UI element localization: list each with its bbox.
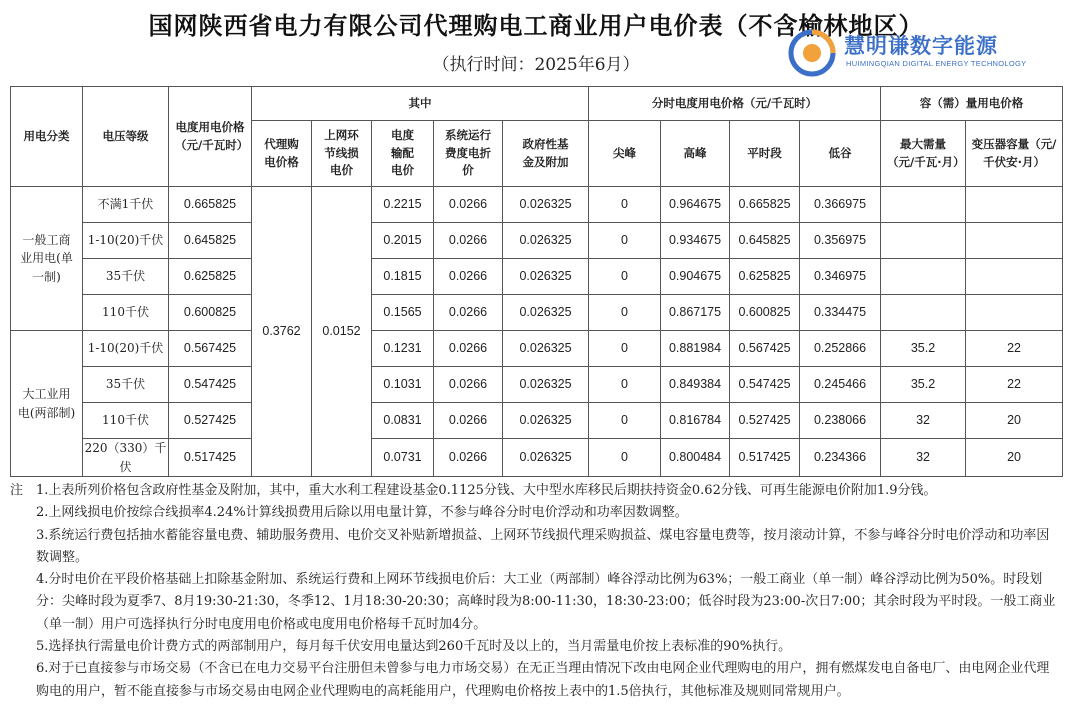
peak-cell: 0.800484: [661, 439, 730, 477]
header-capacity: 容（需）量用电价格: [881, 87, 1063, 121]
demand-cell: 32: [881, 439, 966, 477]
transformer-cell: [966, 223, 1063, 259]
flat-cell: 0.600825: [730, 295, 800, 331]
header-voltage: 电压等级: [83, 87, 169, 187]
sharp-cell: 0: [589, 223, 661, 259]
transmission-cell: 0.1231: [372, 331, 434, 367]
note-item: 3.系统运行费包括抽水蓄能容量电费、辅助服务费用、电价交叉补贴新增损益、上网环节线损代理采购损益、煤电容量电费等，按月滚动计算，不参与峰谷分时电价浮动和功率因数调整。: [36, 527, 1050, 565]
valley-cell: 0.346975: [800, 259, 881, 295]
voltage-cell: 1-10(20)千伏: [83, 331, 169, 367]
fund-cell: 0.026325: [503, 223, 589, 259]
price-cell: 0.567425: [169, 331, 252, 367]
system-cell: 0.0266: [434, 403, 503, 439]
note-item: 注 1.上表所列价格包含政府性基金及附加，其中，重大水利工程建设基金0.1125分钱、大中型水库移民后期扶持资金0.62分钱、可再生能源电价附加1.9分钱。: [10, 483, 937, 498]
peak-cell: 0.816784: [661, 403, 730, 439]
peak-cell: 0.867175: [661, 295, 730, 331]
flat-cell: 0.567425: [730, 331, 800, 367]
header-max-demand: 最大需量（元/千瓦·月）: [881, 121, 966, 187]
header-valley: 低谷: [800, 121, 881, 187]
header-fund: 政府性基金及附加: [503, 121, 589, 187]
category-cell: 大工业用电(两部制): [11, 331, 83, 477]
price-cell: 0.645825: [169, 223, 252, 259]
table-row: [11, 259, 1063, 295]
notes-section: [10, 480, 1062, 703]
table-row: [11, 187, 1063, 223]
voltage-cell: 220（330）千伏: [83, 439, 169, 477]
transmission-cell: 0.1565: [372, 295, 434, 331]
fund-cell: 0.026325: [503, 259, 589, 295]
valley-cell: 0.238066: [800, 403, 881, 439]
voltage-cell: 110千伏: [83, 295, 169, 331]
note-item: 5.选择执行需量电价计费方式的两部制用户，每月每千伏安用电量达到260千瓦时及以上的，当月需量电价按上表标准的90%执行。: [36, 639, 792, 655]
sharp-cell: 0: [589, 259, 661, 295]
voltage-cell: 110千伏: [83, 403, 169, 439]
note-item: 6.对于已直接参与市场交易（不含已在电力交易平台注册但未曾参与电力市场交易）在无正当理由情况下改由电网企业代理购电的用户，拥有燃煤发电自备电厂、由电网企业代理购电的用户，暂不能直接参与市场交易由电网企业代理购电的高耗能用户，代理购电价格按上表中的1.5倍执行，其他标准及规则同常规用户。: [36, 661, 1050, 699]
header-transformer: 变压器容量（元/千伏安·月）: [966, 121, 1063, 187]
transformer-cell: 20: [966, 403, 1063, 439]
system-cell: 0.0266: [434, 331, 503, 367]
peak-cell: 0.964675: [661, 187, 730, 223]
system-cell: 0.0266: [434, 259, 503, 295]
system-cell: 0.0266: [434, 439, 503, 477]
logo-subtext: HUIMINGQIAN DIGITAL ENERGY TECHNOLOGY: [846, 59, 1027, 68]
price-cell: 0.517425: [169, 439, 252, 477]
demand-cell: [881, 295, 966, 331]
logo-name: 慧明谦数字能源: [844, 34, 998, 58]
transmission-cell: 0.2215: [372, 187, 434, 223]
demand-cell: 32: [881, 403, 966, 439]
flat-cell: 0.645825: [730, 223, 800, 259]
agent-price-cell: 0.3762: [252, 187, 312, 477]
demand-cell: [881, 187, 966, 223]
flat-cell: 0.665825: [730, 187, 800, 223]
valley-cell: 0.245466: [800, 367, 881, 403]
valley-cell: 0.366975: [800, 187, 881, 223]
demand-cell: 35.2: [881, 331, 966, 367]
header-sharp: 尖峰: [589, 121, 661, 187]
price-cell: 0.625825: [169, 259, 252, 295]
price-cell: 0.600825: [169, 295, 252, 331]
page-title: 国网陕西省电力有限公司代理购电工商业用户电价表（不含榆林地区）: [148, 12, 924, 40]
flat-cell: 0.625825: [730, 259, 800, 295]
header-loss: 上网环节线损电价: [312, 121, 372, 187]
voltage-cell: 35千伏: [83, 259, 169, 295]
sharp-cell: 0: [589, 331, 661, 367]
sharp-cell: 0: [589, 367, 661, 403]
header-system: 系统运行费度电折价: [434, 121, 503, 187]
header-transmission: 电度输配电价: [372, 121, 434, 187]
transformer-cell: 22: [966, 331, 1063, 367]
voltage-cell: 35千伏: [83, 367, 169, 403]
fund-cell: 0.026325: [503, 331, 589, 367]
transmission-cell: 0.1031: [372, 367, 434, 403]
transformer-cell: [966, 295, 1063, 331]
valley-cell: 0.234366: [800, 439, 881, 477]
price-cell: 0.547425: [169, 367, 252, 403]
header-among: 其中: [252, 87, 589, 121]
transmission-cell: 0.0731: [372, 439, 434, 477]
note-item: 2.上网线损电价按综合线损率4.24%计算线损费用后除以用电量计算，不参与峰谷分时电价浮动和功率因数调整。: [36, 505, 688, 521]
flat-cell: 0.547425: [730, 367, 800, 403]
peak-cell: 0.881984: [661, 331, 730, 367]
logo-icon: [786, 26, 842, 78]
fund-cell: 0.026325: [503, 187, 589, 223]
system-cell: 0.0266: [434, 367, 503, 403]
transmission-cell: 0.2015: [372, 223, 434, 259]
transformer-cell: [966, 259, 1063, 295]
valley-cell: 0.252866: [800, 331, 881, 367]
flat-cell: 0.527425: [730, 403, 800, 439]
fund-cell: 0.026325: [503, 403, 589, 439]
sharp-cell: 0: [589, 439, 661, 477]
price-table: [10, 86, 1063, 477]
header-tou: 分时电度用电价格（元/千瓦时）: [589, 87, 881, 121]
valley-cell: 0.334475: [800, 295, 881, 331]
transformer-cell: [966, 187, 1063, 223]
table-row: [11, 367, 1063, 403]
flat-cell: 0.517425: [730, 439, 800, 477]
transformer-cell: 20: [966, 439, 1063, 477]
header-flat: 平时段: [730, 121, 800, 187]
system-cell: 0.0266: [434, 187, 503, 223]
header-category: 用电分类: [11, 87, 83, 187]
system-cell: 0.0266: [434, 223, 503, 259]
transformer-cell: 22: [966, 367, 1063, 403]
transmission-cell: 0.0831: [372, 403, 434, 439]
sharp-cell: 0: [589, 295, 661, 331]
demand-cell: 35.2: [881, 367, 966, 403]
fund-cell: 0.026325: [503, 295, 589, 331]
transmission-cell: 0.1815: [372, 259, 434, 295]
table-row: [11, 331, 1063, 367]
price-cell: 0.527425: [169, 403, 252, 439]
header-price: 电度用电价格（元/千瓦时）: [169, 87, 252, 187]
valley-cell: 0.356975: [800, 223, 881, 259]
voltage-cell: 1-10(20)千伏: [83, 223, 169, 259]
table-row: [11, 439, 1063, 477]
fund-cell: 0.026325: [503, 367, 589, 403]
page-subtitle: （执行时间：2025年6月）: [432, 55, 640, 75]
voltage-cell: 不满1千伏: [83, 187, 169, 223]
table-row: [11, 403, 1063, 439]
header-agent: 代理购电价格: [252, 121, 312, 187]
fund-cell: 0.026325: [503, 439, 589, 477]
demand-cell: [881, 223, 966, 259]
table-row: [11, 295, 1063, 331]
brand-logo: [786, 26, 1036, 78]
header-peak: 高峰: [661, 121, 730, 187]
peak-cell: 0.934675: [661, 223, 730, 259]
sharp-cell: 0: [589, 403, 661, 439]
demand-cell: [881, 259, 966, 295]
price-cell: 0.665825: [169, 187, 252, 223]
peak-cell: 0.904675: [661, 259, 730, 295]
system-cell: 0.0266: [434, 295, 503, 331]
loss-price-cell: 0.0152: [312, 187, 372, 477]
peak-cell: 0.849384: [661, 367, 730, 403]
table-row: [11, 223, 1063, 259]
note-item: 4.分时电价在平段价格基础上扣除基金附加、系统运行费和上网环节线损电价后：大工业（两部制）峰谷浮动比例为63%；一般工商业（单一制）峰谷浮动比例为50%。时段划分：尖峰时段为夏季7、8月19:30-21:30，冬季12、1月18:30-20:30；高峰时段为8:00-11:30，18:30-23:00；低谷时段为23:00-次日7:00；其余时段为平时段。一般工商业（单一制）用户可选择执行分时电度用电价格或电度用电价格每千瓦时加4分。: [36, 572, 1056, 632]
sharp-cell: 0: [589, 187, 661, 223]
category-cell: 一般工商业用电(单一制): [11, 187, 83, 331]
